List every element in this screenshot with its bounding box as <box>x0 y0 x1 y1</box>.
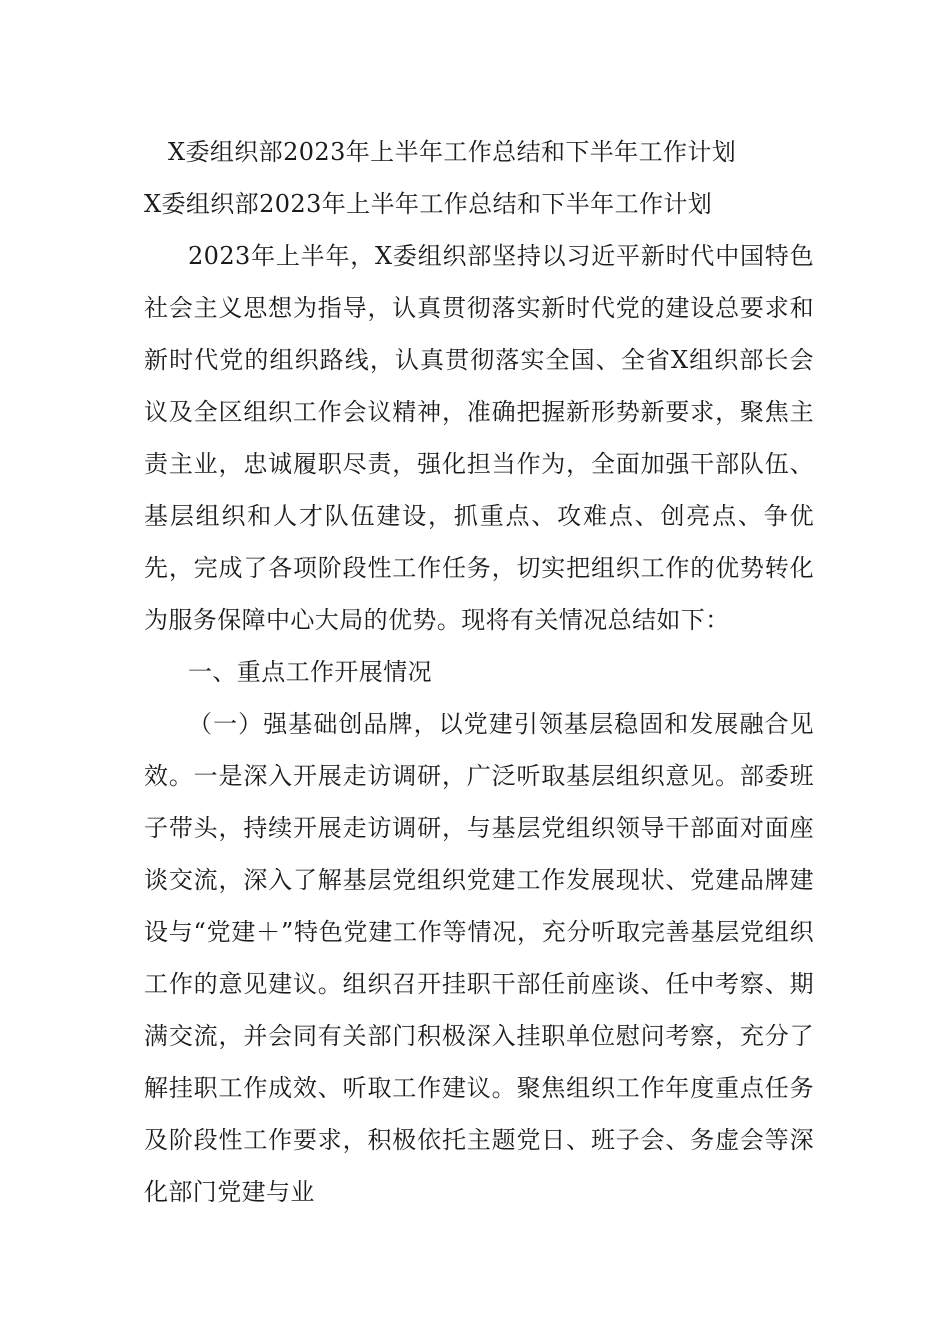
section-paragraph: （一）强基础创品牌，以党建引领基层稳固和发展融合见效。一是深入开展走访调研，广泛听取基层组织意见。部委班子带头，持续开展走访调研，与基层党组织领导干部面对面座谈交流，深入了解基层党组织党建工作发展现状、党建品牌建设与“党建＋”特色党建工作等情况，充分听取完善基层党组织工作的意见建议。组织召开挂职干部任前座谈、任中考察、期满交流，并会同有关部门积极深入挂职单位慰问考察，充分了解挂职工作成效、听取工作建议。聚焦组织工作年度重点任务及阶段性工作要求，积极依托主题党日、班子会、务虚会等深化部门党建与业 <box>144 710 814 1206</box>
section-heading: 一、重点工作开展情况 <box>188 658 432 686</box>
intro-paragraph: 2023年上半年，X委组织部坚持以习近平新时代中国特色社会主义思想为指导，认真贯彻落实新时代党的建设总要求和新时代党的组织路线，认真贯彻落实全国、全省X组织部长会议及全区组织工作会议精神，准确把握新形势新要求，聚焦主责主业，忠诚履职尽责，强化担当作为，全面加强干部队伍、基层组织和人才队伍建设，抓重点、攻难点、创亮点、争优先，完成了各项阶段性工作任务，切实把组织工作的优势转化为服务保障中心大局的优势。现将有关情况总结如下： <box>144 242 814 634</box>
document-title: X委组织部2023年上半年工作总结和下半年工作计划 <box>168 138 737 166</box>
document-subtitle: X委组织部2023年上半年工作总结和下半年工作计划 <box>144 190 713 218</box>
document-body <box>144 126 814 1218</box>
